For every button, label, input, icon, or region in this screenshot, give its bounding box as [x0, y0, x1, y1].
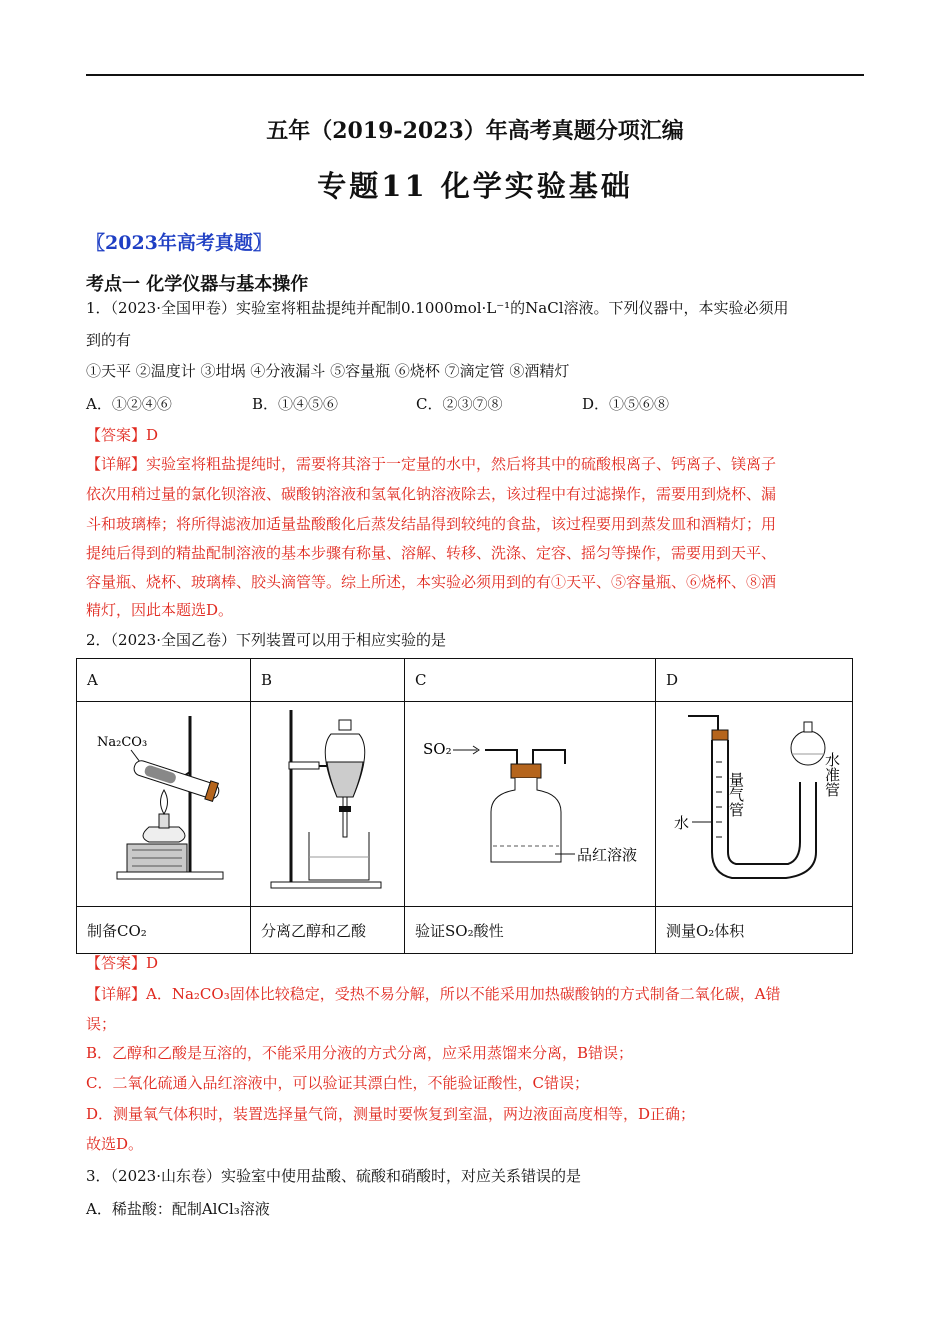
q1-detail-line: 精灯，因此本题选D。: [86, 601, 234, 619]
q1-detail-line: 依次用稍过量的氯化钡溶液、碳酸钠溶液和氢氧化钠溶液除去，该过程中有过滤操作，需要用到烧杯、漏: [86, 485, 777, 503]
q1-items: ①天平 ②温度计 ③坩埚 ④分液漏斗 ⑤容量瓶 ⑥烧杯 ⑦滴定管 ⑧酒精灯: [86, 362, 570, 380]
q1-detail-line: 斗和玻璃棒；将所得滤液加适量盐酸酸化后蒸发结晶得到较纯的食盐，该过程要用到蒸发皿和酒精灯；用: [86, 515, 777, 533]
d-burette-label: 量气管: [727, 772, 745, 817]
heating-apparatus-diagram: [87, 702, 240, 902]
top-rule: [86, 74, 864, 76]
apparatus-d-cell: [656, 702, 853, 907]
q1-stem-line2: 到的有: [86, 331, 132, 349]
caption-a: 制备CO₂: [77, 907, 251, 954]
caption-b: 分离乙醇和乙酸: [251, 907, 405, 954]
apparatus-c-cell: [405, 702, 656, 907]
col-header-b: B: [251, 659, 405, 702]
a-reagent-label: Na₂CO₃: [97, 735, 148, 750]
q1-answer: 【答案】D: [86, 426, 159, 444]
col-header-c: C: [405, 659, 656, 702]
q1-stem-line1: 1．（2023·全国甲卷）实验室将粗盐提纯并配制0.1000mol·L⁻¹的NaCl溶液。下列仪器中，本实验必须用: [86, 299, 789, 317]
page-title: 五年（2019-2023）年高考真题分项汇编: [266, 118, 684, 144]
q1-option-d: D．①⑤⑥⑧: [582, 395, 670, 413]
c-gas-label: SO₂: [423, 740, 452, 758]
q1-option-c: C．②③⑦⑧: [416, 395, 503, 413]
q1-detail-line: 提纯后得到的精盐配制溶液的基本步骤有称量、溶解、转移、洗涤、定容、摇匀等操作，需要用到天平、: [86, 544, 777, 562]
q2-detail-line: 故选D。: [86, 1135, 144, 1153]
caption-d: 测量O₂体积: [656, 907, 853, 954]
topic-title: 专题11 化学实验基础: [317, 169, 633, 203]
c-solution-label: 品红溶液: [577, 846, 638, 864]
gas-washing-bottle-diagram: [415, 702, 645, 902]
caption-c: 验证SO₂酸性: [405, 907, 656, 954]
q1-option-a: A．①②④⑥: [86, 395, 172, 413]
separatory-funnel-diagram: [261, 702, 394, 902]
q2-detail-line: B．乙醇和乙酸是互溶的，不能采用分液的方式分离，应采用蒸馏来分离，B错误；: [86, 1044, 634, 1062]
col-header-a: A: [77, 659, 251, 702]
q3-option-a: A．稀盐酸：配制AlCl₃溶液: [86, 1200, 270, 1218]
d-level-tube-label: 水准管: [823, 752, 841, 797]
q1-option-b: B．①④⑤⑥: [252, 395, 339, 413]
d-water-label: 水: [674, 814, 690, 832]
col-header-d: D: [656, 659, 853, 702]
q2-detail-line: D．测量氧气体积时，装置选择量气筒，测量时要恢复到室温，两边液面高度相等，D正确；: [86, 1105, 696, 1123]
q2-stem: 2．（2023·全国乙卷）下列装置可以用于相应实验的是: [86, 631, 446, 649]
q1-detail-line: 容量瓶、烧杯、玻璃棒、胶头滴管等。综上所述，本实验必须用到的有①天平、⑤容量瓶、⑥烧杯、⑧酒: [86, 573, 777, 591]
apparatus-a-cell: [77, 702, 251, 907]
apparatus-table: [76, 658, 853, 954]
q2-detail-line: 误；: [86, 1015, 117, 1033]
q2-detail-line: 【详解】A．Na₂CO₃固体比较稳定，受热不易分解，所以不能采用加热碳酸钠的方式制备二氧化碳，A错: [86, 985, 781, 1003]
q1-detail-line: 【详解】实验室将粗盐提纯时，需要将其溶于一定量的水中，然后将其中的硫酸根离子、钙离子、镁离子: [86, 455, 777, 473]
q2-answer: 【答案】D: [86, 954, 159, 972]
gas-measuring-tube-diagram: [666, 702, 842, 902]
q2-detail-line: C．二氧化硫通入品红溶液中，可以验证其漂白性，不能验证酸性，C错误；: [86, 1074, 589, 1092]
section-heading: 〖2023年高考真题〗: [86, 232, 272, 254]
kaodian-heading: 考点一 化学仪器与基本操作: [86, 274, 309, 295]
q3-stem: 3．（2023·山东卷）实验室中使用盐酸、硫酸和硝酸时，对应关系错误的是: [86, 1167, 581, 1185]
apparatus-b-cell: [251, 702, 405, 907]
